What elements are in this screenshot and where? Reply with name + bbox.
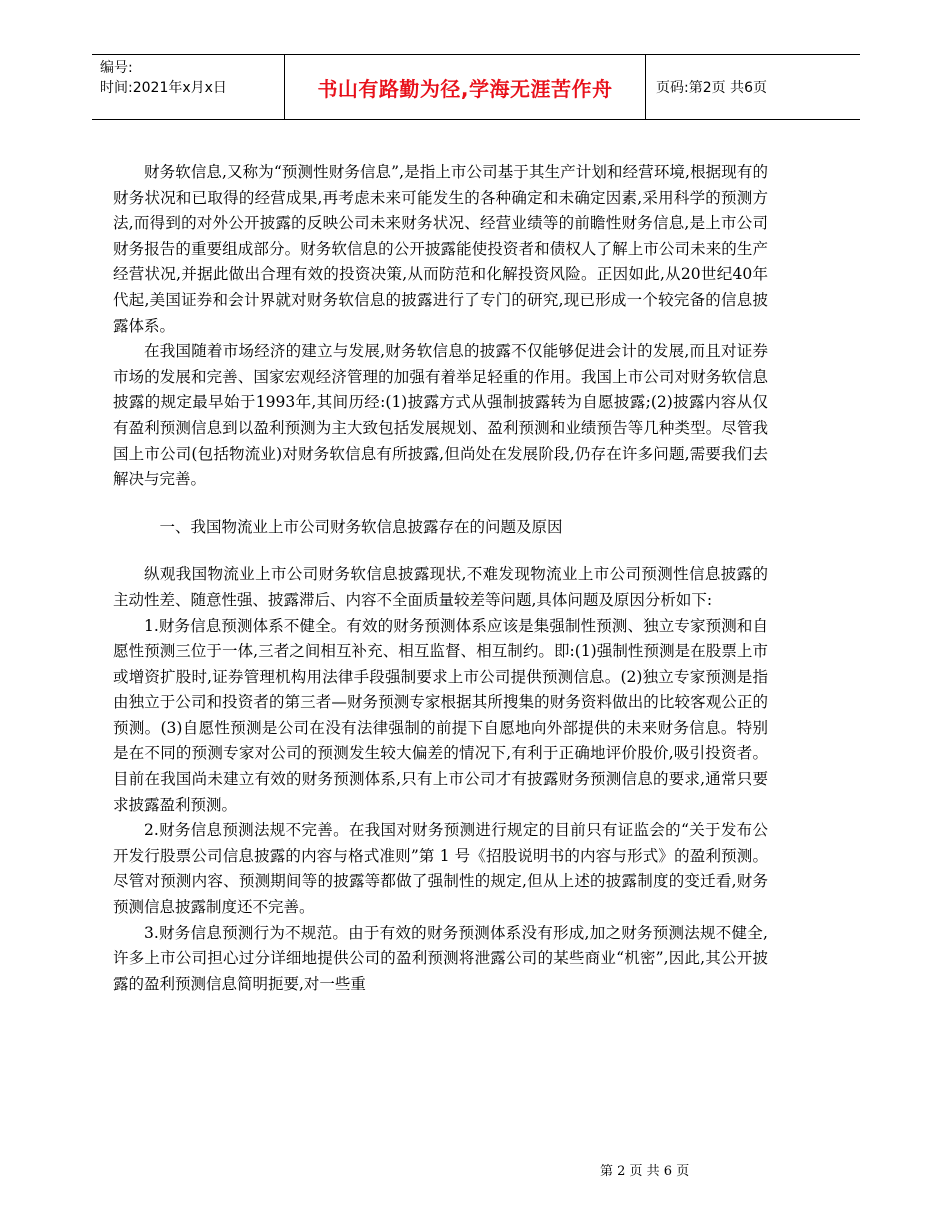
body-paragraph: 1.财务信息预测体系不健全。有效的财务预测体系应该是集强制性预测、独立专家预测和自愿性预测三位于一体,三者之间相互补充、相互监督、相互制约。即:(1)强制性预测是在股票上市或增资扩股时,证券管理机构用法律手段强制要求上市公司提供预测信息。(2)独立专家预测是指由独立于公司和投资者的第三者—财务预测专家根据其所搜集的财务资料做出的比较客观公正的预测。(3)自愿性预测是公司在没有法律强制的前提下自愿地向外部提供的未来财务信息。特别是在不同的预测专家对公司的预测发生较大偏差的情况下,有利于正确地评价股价,吸引投资者。目前在我国尚未建立有效的财务预测体系,只有上市公司才有披露财务预测信息的要求,通常只要求披露盈利预测。 [113, 616, 768, 814]
header-motto: 书山有路勤为径,学海无涯苦作舟 [284, 55, 646, 119]
document-time-label: 时间:2021年x月x日 [100, 80, 227, 96]
header-left [92, 55, 284, 119]
body-paragraph: 财务软信息,又称为“预测性财务信息”,是指上市公司基于其生产计划和经营环境,根据现有的财务状况和已取得的经营成果,再考虑未来可能发生的各种确定和未确定因素,采用科学的预测方法,而得到的对外公开披露的反映公司未来财务状况、经营业绩等的前瞻性财务信息,是上市公司财务报告的重要组成部分。财务软信息的公开披露能使投资者和债权人了解上市公司未来的生产经营状况,并据此做出合理有效的投资决策,从而防范和化解投资风险。正因如此,从20世纪40年代起,美国证券和会计界就对财务软信息的披露进行了专门的研究,现已形成一个较完备的信息披露体系。 [113, 163, 768, 335]
document-body [113, 160, 768, 997]
body-paragraph: 在我国随着市场经济的建立与发展,财务软信息的披露不仅能够促进会计的发展,而且对证券市场的发展和完善、国家宏观经济管理的加强有着举足轻重的作用。我国上市公司对财务软信息披露的规定最早始于1993年,其间历经:(1)披露方式从强制披露转为自愿披露;(2)披露内容从仅有盈利预测信息到以盈利预测为主大致包括发展规划、盈利预测和业绩预告等几种类型。尽管我国上市公司(包括物流业)对财务软信息有所披露,但尚处在发展阶段,仍存在许多问题,需要我们去解决与完善。 [113, 342, 768, 489]
body-paragraph: 2.财务信息预测法规不完善。在我国对财务预测进行规定的目前只有证监会的“关于发布公开发行股票公司信息披露的内容与格式准则”第 1 号《招股说明书的内容与形式》的盈利预测。尽管对预测内容、预测期间等的披露等都做了强制性的规定,但从上述的披露制度的变迁看,财务预测信息披露制度还不完善。 [113, 821, 768, 917]
body-paragraph: 3.财务信息预测行为不规范。由于有效的财务预测体系没有形成,加之财务预测法规不健全,许多上市公司担心过分详细地提供公司的盈利预测将泄露公司的某些商业“机密”,因此,其公开披露的盈利预测信息简明扼要,对一些重 [113, 923, 768, 993]
header-page-info: 页码:第2页 共6页 [656, 80, 767, 96]
body-paragraph: 纵观我国物流业上市公司财务软信息披露现状,不难发现物流业上市公司预测性信息披露的主动性差、随意性强、披露滞后、内容不全面质量较差等问题,具体问题及原因分析如下: [113, 565, 768, 609]
footer-page-number: 第 2 页 共 6 页 [600, 1164, 690, 1179]
document-number-label: 编号: [100, 60, 133, 76]
page-header [92, 54, 860, 120]
section-heading: 一、我国物流业上市公司财务软信息披露存在的问题及原因 [159, 517, 563, 536]
